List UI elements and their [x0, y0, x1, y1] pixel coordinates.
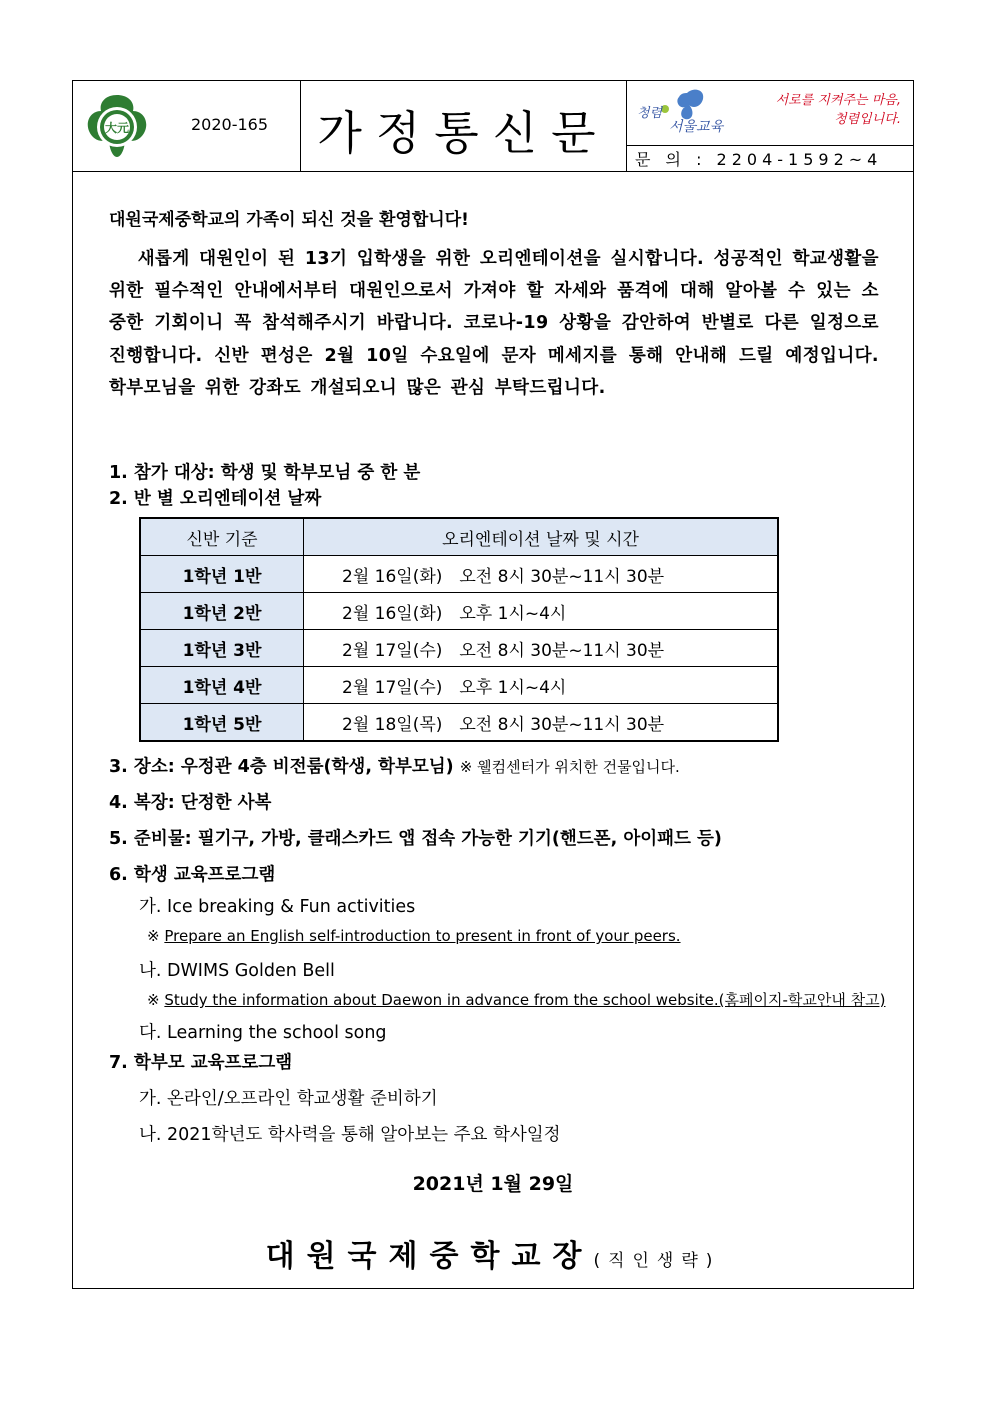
item-location-note: ※ 웰컴센터가 위치한 건물입니다.	[459, 758, 680, 776]
document-number: 2020-165	[191, 115, 269, 134]
slogan-line-1: 서로를 지켜주는 마음,	[775, 93, 901, 108]
integrity-seoul-logo-icon	[635, 87, 735, 139]
item-schedule-title: 2. 반 별 오리엔테이션 날짜	[109, 489, 322, 509]
brand-area	[627, 81, 913, 146]
time-cell: 2월 18일(목) 오전 8시 30분~11시 30분	[304, 704, 779, 742]
issue-date: 2021년 1월 29일	[412, 1173, 574, 1195]
parent-program-a: 가. 온라인/오프라인 학교생활 준비하기	[139, 1089, 438, 1109]
item-dress-code: 4. 복장: 단정한 사복	[109, 793, 272, 813]
table-header-class: 신반 기준	[140, 518, 304, 556]
student-program-a-note	[147, 927, 681, 945]
principal-signature	[73, 1231, 913, 1275]
student-program-a: 가. Ice breaking & Fun activities	[139, 897, 416, 917]
item-location	[109, 753, 680, 778]
document-frame	[72, 80, 914, 1289]
note-mark: ※	[147, 991, 160, 1009]
item-participants: 1. 참가 대상: 학생 및 학부모님 중 한 분	[109, 463, 421, 483]
time-cell: 2월 17일(수) 오전 8시 30분~11시 30분	[304, 630, 779, 667]
table-header-time: 오리엔테이션 날짜 및 시간	[304, 518, 779, 556]
item-location-text: 3. 장소: 우정관 4층 비전룸(학생, 학부모님)	[109, 757, 454, 777]
time-cell: 2월 16일(화) 오전 8시 30분~11시 30분	[304, 556, 779, 593]
seal-omitted-note: (직인생략)	[593, 1251, 721, 1271]
note-text: Study the information about Daewon in advance from the school website.(홈페이지-학교안내 참고)	[164, 991, 886, 1009]
welcome-heading: 대원국제중학교의 가족이 되신 것을 환영합니다!	[109, 210, 469, 230]
svg-text:大元: 大元	[104, 121, 130, 135]
class-cell: 1학년 2반	[140, 593, 304, 630]
time-cell: 2월 17일(수) 오후 1시~4시	[304, 667, 779, 704]
student-program-b-note	[147, 989, 885, 1010]
item-student-program: 6. 학생 교육프로그램	[109, 865, 276, 885]
class-cell: 1학년 3반	[140, 630, 304, 667]
time-cell: 2월 16일(화) 오후 1시~4시	[304, 593, 779, 630]
table-row	[140, 593, 778, 630]
item-supplies: 5. 준비물: 필기구, 가방, 클래스카드 앱 접속 가능한 기기(핸드폰, 아이패드 등)	[109, 829, 722, 849]
table-row	[140, 630, 778, 667]
header	[73, 81, 913, 172]
table-row	[140, 667, 778, 704]
parent-program-b: 나. 2021학년도 학사력을 통해 알아보는 주요 학사일정	[139, 1125, 561, 1145]
table-row	[140, 556, 778, 593]
intro-paragraph	[109, 243, 879, 404]
header-right-cell	[627, 81, 913, 171]
student-program-c: 다. Learning the school song	[139, 1023, 387, 1043]
student-program-b: 나. DWIMS Golden Bell	[139, 961, 335, 981]
header-left-cell	[73, 81, 301, 171]
note-text: Prepare an English self-introduction to present in front of your peers.	[164, 927, 681, 945]
class-cell: 1학년 4반	[140, 667, 304, 704]
school-emblem-icon	[85, 93, 149, 159]
table-row	[140, 704, 778, 742]
table-header-row	[140, 518, 778, 556]
class-cell: 1학년 5반	[140, 704, 304, 742]
header-title-cell	[301, 81, 627, 171]
class-cell: 1학년 1반	[140, 556, 304, 593]
page-title: 가정통신문	[317, 106, 610, 160]
integrity-slogan	[761, 91, 901, 129]
item-parent-program: 7. 학부모 교육프로그램	[109, 1053, 293, 1073]
slogan-line-2: 청렴입니다.	[834, 112, 901, 127]
note-mark: ※	[147, 927, 160, 945]
orientation-schedule-table	[139, 517, 779, 742]
principal-title: 대원국제중학교장	[265, 1239, 594, 1274]
svg-text:서울교육: 서울교육	[669, 119, 724, 135]
svg-text:청렴: 청렴	[637, 106, 663, 121]
intro-paragraph-text: 새롭게 대원인이 된 13기 입학생을 위한 오리엔테이션을 실시합니다. 성공적인 학교생활을 위한 필수적인 안내에서부터 대원인으로서 가져야 할 자세와 품격에 대해 알아볼 수 있는 소중한 기회이니 꼭 참석해주시기 바랍니다. 코로나-19 상황을 감안하여 반별로 다른 일정으로 진행합니다. 신반 편성은 2월 10일 수요일에 문자 메세지를 통해 안내해 드릴 예정입니다. 학부모님을 위한 강좌도 개설되오니 많은 관심 부탁드립니다.	[109, 249, 879, 398]
contact-number: 문 의 : 2204-1592~4	[635, 150, 883, 169]
